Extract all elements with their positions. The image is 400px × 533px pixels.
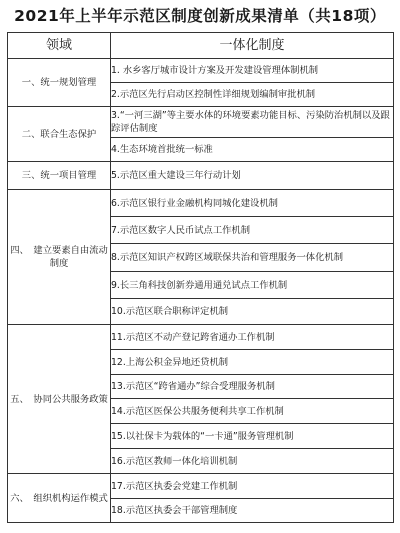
domain-cell: 六、 组织机构运作模式 xyxy=(8,474,111,523)
table-row xyxy=(8,190,394,217)
system-item-cell: 6.示范区银行业金融机构同城化建设机制 xyxy=(111,190,394,217)
system-header: 一体化制度 xyxy=(111,33,394,59)
system-item-cell: 5.示范区重大建设三年行动计划 xyxy=(111,162,394,190)
system-item-cell: 17.示范区执委会党建工作机制 xyxy=(111,474,394,499)
system-item-cell: 12.上海公积金异地还贷机制 xyxy=(111,350,394,375)
domain-cell: 二、联合生态保护 xyxy=(8,107,111,162)
table-body xyxy=(8,59,394,523)
table-header-row xyxy=(8,33,394,59)
domain-cell: 三、统一项目管理 xyxy=(8,162,111,190)
table-row xyxy=(8,162,394,190)
domain-cell: 四、 建立要素自由流动制度 xyxy=(8,190,111,325)
system-item-cell: 14.示范区医保公共服务便利共享工作机制 xyxy=(111,399,394,424)
system-item-cell: 4.生态环境首批统一标准 xyxy=(111,138,394,162)
system-item-cell: 11.示范区不动产登记跨省通办工作机制 xyxy=(111,325,394,350)
system-item-cell: 3.“一河三湖”等主要水体的环境要素功能目标、污染防治机制以及跟踪评估制度 xyxy=(111,107,394,138)
page-title: 2021年上半年示范区制度创新成果清单（共18项） xyxy=(14,7,386,25)
system-item-cell: 16.示范区教师一体化培训机制 xyxy=(111,449,394,474)
system-item-cell: 13.示范区“跨省通办”综合受理服务机制 xyxy=(111,375,394,399)
system-item-cell: 9.长三角科技创新券通用通兑试点工作机制 xyxy=(111,272,394,299)
domain-cell: 一、统一规划管理 xyxy=(8,59,111,107)
table-row xyxy=(8,325,394,350)
system-item-cell: 10.示范区联合职称评定机制 xyxy=(111,299,394,325)
system-item-cell: 1. 水乡客厅城市设计方案及开发建设管理体制机制 xyxy=(111,59,394,83)
institution-table xyxy=(7,32,394,523)
system-item-cell: 7.示范区数字人民币试点工作机制 xyxy=(111,217,394,244)
table-row xyxy=(8,474,394,499)
system-item-cell: 2.示范区先行启动区控制性详细规划编制审批机制 xyxy=(111,83,394,107)
domain-header: 领域 xyxy=(8,33,111,59)
table-row xyxy=(8,59,394,83)
table-row xyxy=(8,107,394,138)
system-item-cell: 18.示范区执委会干部管理制度 xyxy=(111,499,394,523)
system-item-cell: 8.示范区知识产权跨区域联保共治和管理服务一体化机制 xyxy=(111,244,394,272)
system-item-cell: 15.以社保卡为载体的“一卡通”服务管理机制 xyxy=(111,424,394,449)
domain-cell: 五、 协同公共服务政策 xyxy=(8,325,111,474)
